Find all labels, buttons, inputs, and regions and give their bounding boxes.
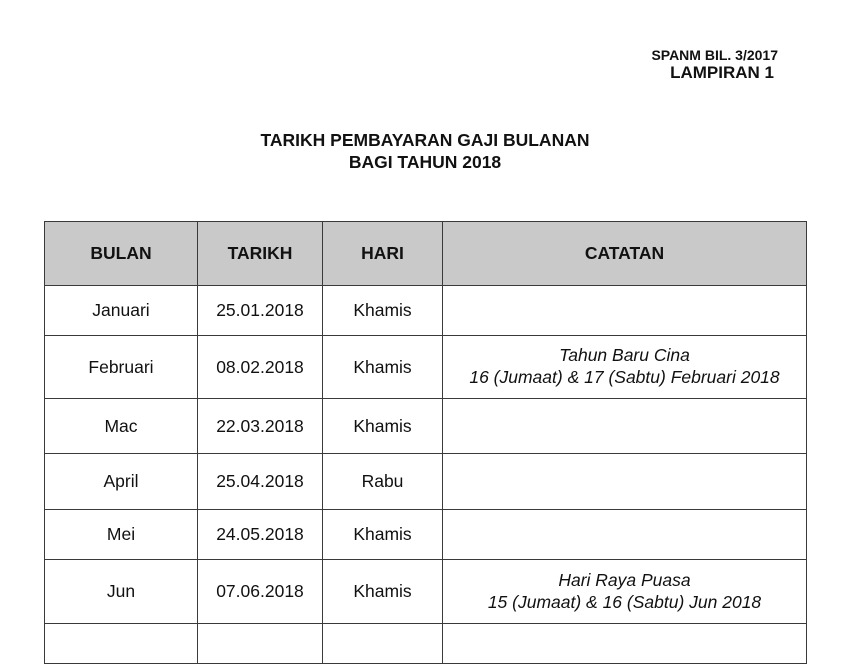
title-line-1: TARIKH PEMBAYARAN GAJI BULANAN [260, 130, 590, 150]
cell-day: Khamis [323, 399, 443, 454]
cell-note [443, 560, 807, 624]
annex-label: LAMPIRAN 1 [670, 63, 774, 83]
cell-date: 22.03.2018 [198, 399, 323, 454]
table-row [45, 336, 807, 399]
table-row [45, 286, 807, 336]
cell-day: Khamis [323, 286, 443, 336]
cell-month: April [45, 454, 198, 510]
document-reference [651, 47, 778, 83]
header-note: CATATAN [443, 222, 807, 286]
cell-note [443, 399, 807, 454]
cell-date: 25.04.2018 [198, 454, 323, 510]
reference-code: SPANM BIL. 3/2017 [651, 47, 778, 63]
cell-day: Khamis [323, 510, 443, 560]
table-row [45, 510, 807, 560]
note-line-2: 16 (Jumaat) & 17 (Sabtu) Februari 2018 [469, 367, 780, 387]
cell-note [443, 510, 807, 560]
cell-date: 24.05.2018 [198, 510, 323, 560]
title-line-2: BAGI TAHUN 2018 [348, 152, 502, 173]
cell-day: Khamis [323, 336, 443, 399]
note-line-2: 15 (Jumaat) & 16 (Sabtu) Jun 2018 [487, 591, 762, 612]
note-line-1: Hari Raya Puasa [558, 569, 691, 590]
cell-date: 07.06.2018 [198, 560, 323, 624]
cell-day: Khamis [323, 560, 443, 624]
salary-payment-table [44, 221, 807, 664]
cell-note [443, 454, 807, 510]
cell-month: Jun [45, 560, 198, 624]
header-date: TARIKH [198, 222, 323, 286]
table-header-row [45, 222, 807, 286]
cell-date: 25.01.2018 [198, 286, 323, 336]
cell-month: Mei [45, 510, 198, 560]
header-day: HARI [323, 222, 443, 286]
cell-date: 08.02.2018 [198, 336, 323, 399]
cell-day: Rabu [323, 454, 443, 510]
note-line-1: Tahun Baru Cina [559, 345, 690, 366]
header-month: BULAN [45, 222, 198, 286]
cell-month: Februari [45, 336, 198, 399]
cell-note [443, 336, 807, 399]
cell-month: Mac [45, 399, 198, 454]
cell-month: Januari [45, 286, 198, 336]
table-row [45, 399, 807, 454]
table-row [45, 454, 807, 510]
cell-note [443, 286, 807, 336]
document-title [0, 129, 850, 174]
table-row [45, 560, 807, 624]
